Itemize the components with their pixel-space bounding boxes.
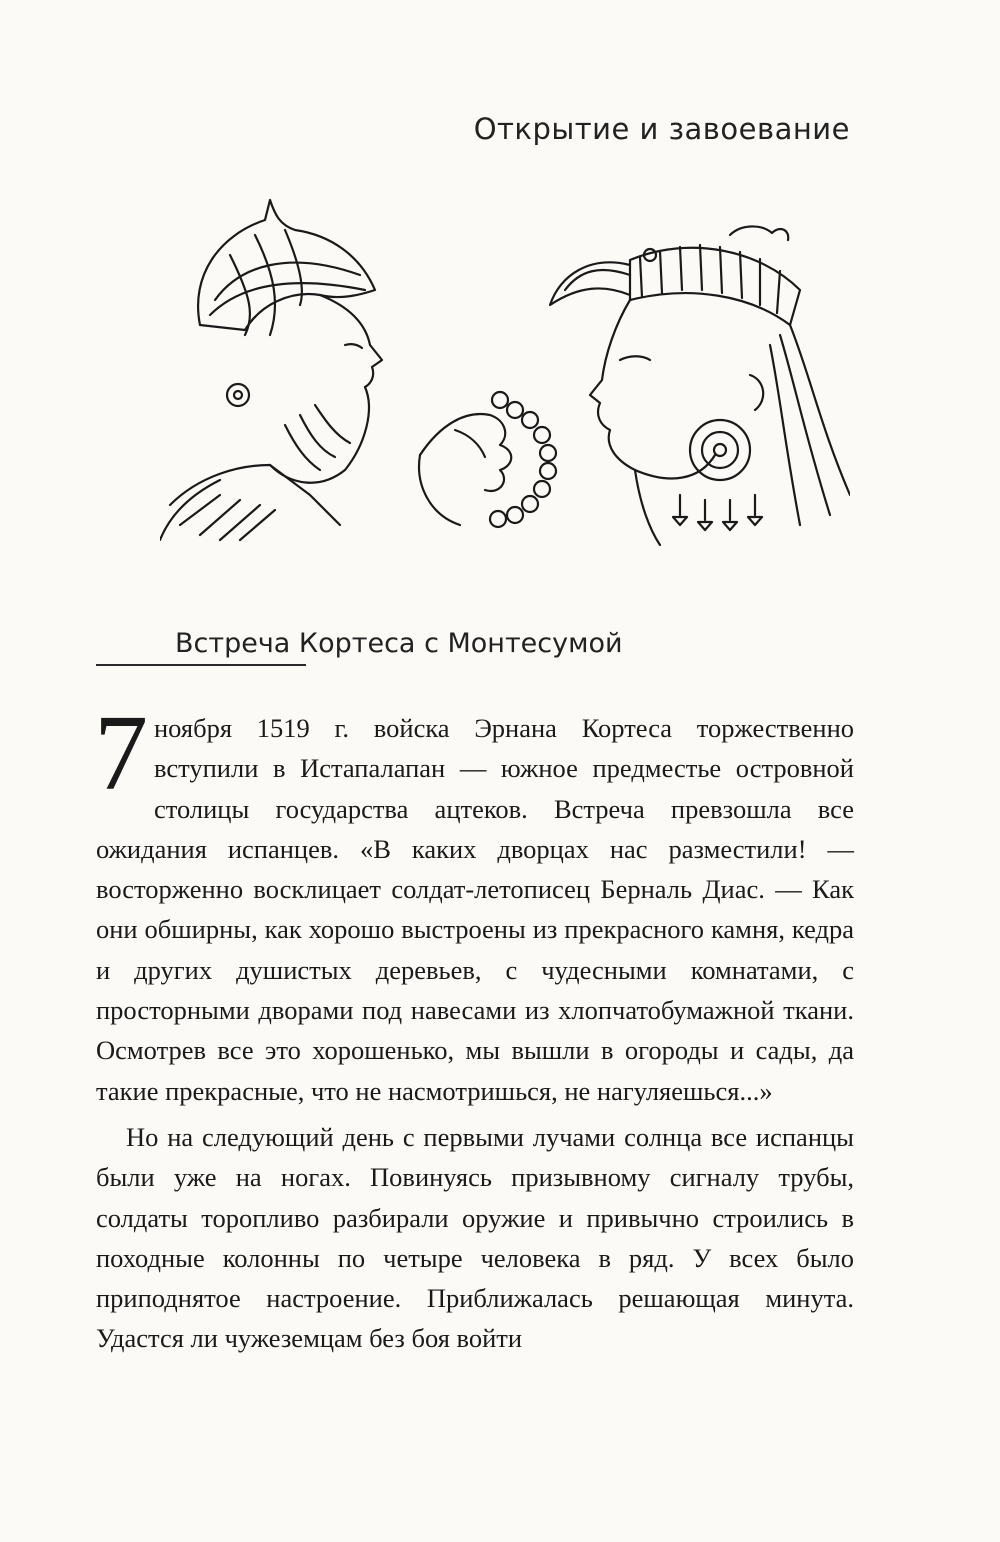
paragraph-1	[94, 694, 854, 1111]
illustration-cortes-meets-montezuma	[160, 195, 850, 555]
section-title: Встреча Кортеса с Монтесумой	[175, 628, 623, 659]
drop-cap: 7	[94, 694, 148, 813]
paragraph-2: Но на следующий день с первыми лучами солнца все испанцы были уже на ногах. Повинуясь призывному сигналу трубы, солдаты торопливо разбирали оружие и привычно строились в походные колонны по четыре человека в ряд. У всех было приподнятое настроение. Приближалась решающая минута. Удастся ли чужеземцам без боя войти	[96, 1121, 854, 1354]
montezuma-figure-icon	[550, 226, 850, 545]
paragraph-1-text: ноября 1519 г. войска Эрнана Кортеса торжественно вступили в Истапалапан — южное предместье островной столицы государства ацтеков. Встреча превзошла все ожидания испанцев. «В каких дворцах нас разместили! — восторженно восклицает солдат-летописец Берналь Диас. — Как они обширны, как хорошо выстроены из прекрасного камня, кедра и других душистых деревьев, с чудесными комнатами, с просторными дворами под навесами из хлопчатобумажной ткани. Осмотрев все это хорошенько, мы вышли в огороды и сады, да такие прекрасные, что не насмотришься, не нагуляешься...»	[96, 713, 854, 1106]
body-text	[94, 694, 854, 1359]
title-underline	[96, 664, 306, 666]
running-head: Открытие и завоевание	[473, 112, 850, 146]
cortes-figure-icon	[160, 200, 556, 540]
